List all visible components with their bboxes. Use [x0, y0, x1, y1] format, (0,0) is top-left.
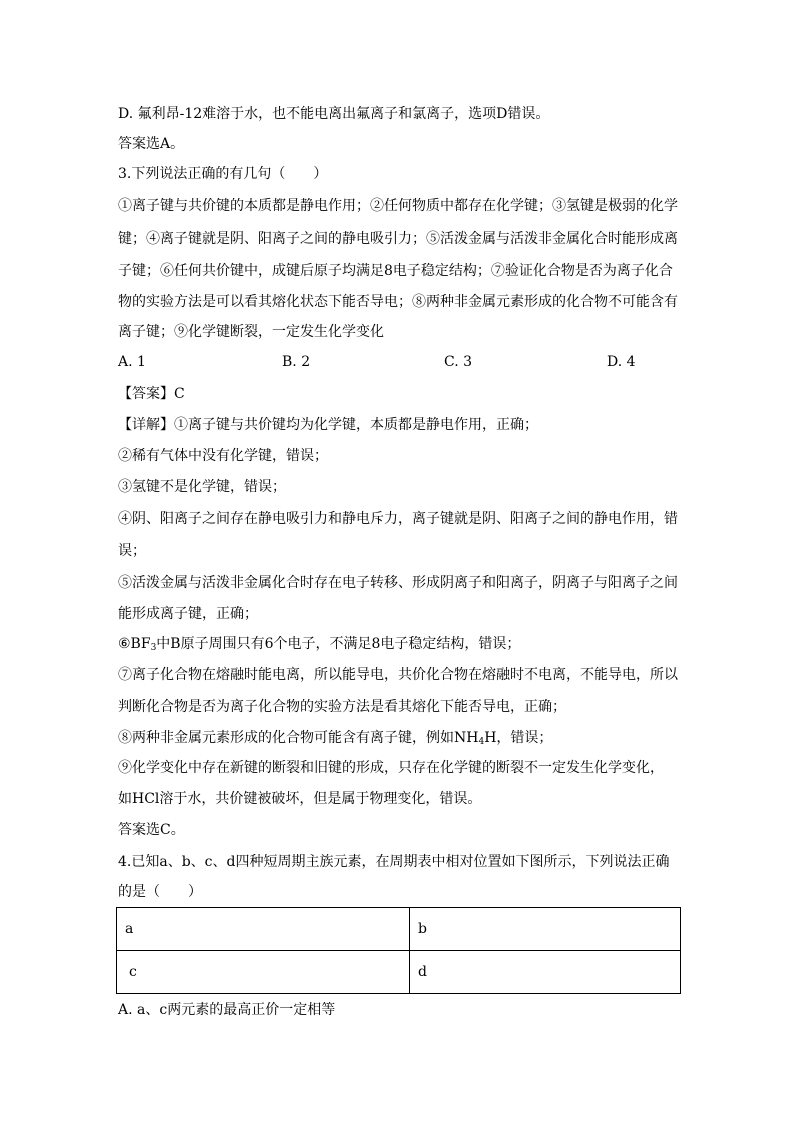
detail-line: 误；	[118, 543, 146, 559]
option-b: B. 2	[282, 354, 311, 370]
table-cell: a	[117, 908, 410, 951]
element-position-table	[116, 907, 681, 994]
detail-line: ⑤活泼金属与活泼非金属化合时存在电子转移、形成阴离子和阳离子，阴离子与阳离子之间	[118, 575, 678, 591]
option-a: A. 1	[118, 354, 146, 370]
text-line: 物的实验方法是可以看其熔化状态下能否导电；⑧两种非金属元素形成的化合物不可能含有	[118, 294, 678, 310]
detail-line-bf3	[118, 634, 520, 654]
table-cell: b	[410, 908, 681, 951]
text-line: ①离子键与共价键的本质都是静电作用；②任何物质中都存在化学键；③氢键是极弱的化学	[118, 198, 678, 214]
detail-line: 如HCl溶于水，共价键被破坏，但是属于物理变化，错误。	[118, 791, 482, 807]
question-4-stem: 的是（ ）	[118, 884, 202, 900]
text-line: D. 氟利昂-12难溶于水，也不能电离出氟离子和氯离子，选项D错误。	[118, 106, 550, 122]
text-line: 答案选A。	[118, 136, 185, 152]
text-span: ⑧两种非金属元素形成的化合物可能含有离子键，例如NH	[118, 730, 479, 746]
detail-line: ④阴、阳离子之间存在静电吸引力和静电斥力，离子键就是阴、阳离子之间的静电作用，错	[118, 511, 678, 527]
subscript: 3	[150, 643, 157, 653]
question-3-stem: 3.下列说法正确的有几句（ ）	[118, 166, 328, 182]
answer-label: 【答案】C	[118, 386, 185, 402]
text-span: H，错误；	[484, 730, 553, 746]
text-line: 键；④离子键就是阴、阳离子之间的静电吸引力；⑤活泼金属与活泼非金属化合时能形成离	[118, 231, 678, 247]
detail-line: ②稀有气体中没有化学键，错误；	[118, 448, 328, 464]
text-line: 离子键；⑨化学键断裂，一定发生化学变化	[118, 324, 384, 340]
option-c: C. 3	[444, 354, 473, 370]
detail-line: 判断化合物是否为离子化合物的实验方法是看其熔化下能否导电，正确；	[118, 699, 566, 715]
text-line: 子键；⑥任何共价键中，成键后原子均满足8电子稳定结构；⑦验证化合物是否为离子化合	[118, 263, 673, 279]
table-row	[117, 951, 681, 994]
table-cell: d	[410, 951, 681, 994]
detail-line: ⑦离子化合物在熔融时能电离，所以能导电，共价化合物在熔融时不电离，不能导电，所以	[118, 667, 678, 683]
option-line: A. a、c两元素的最高正价一定相等	[118, 1002, 336, 1018]
text-span: ⑥BF	[118, 636, 151, 652]
detail-line: ⑨化学变化中存在新键的断裂和旧键的形成，只存在化学键的断裂不一定发生化学变化，	[118, 760, 664, 776]
answer-line: 答案选C。	[118, 822, 185, 838]
table-row	[117, 908, 681, 951]
detail-line-nh4h	[118, 728, 552, 748]
table-cell: c	[117, 951, 410, 994]
detail-line: 【详解】①离子键与共价键均为化学键，本质都是静电作用，正确；	[118, 417, 538, 433]
question-4-stem: 4.已知a、b、c、d四种短周期主族元素，在周期表中相对位置如下图所示，下列说法正确	[118, 854, 670, 870]
text-span: 中B原子周围只有6个电子，不满足8电子稳定结构，错误；	[156, 636, 521, 652]
option-d: D. 4	[607, 354, 636, 370]
detail-line: 能形成离子键，正确；	[118, 606, 258, 622]
detail-line: ③氢键不是化学键，错误；	[118, 479, 286, 495]
subscript: 4	[478, 737, 485, 747]
